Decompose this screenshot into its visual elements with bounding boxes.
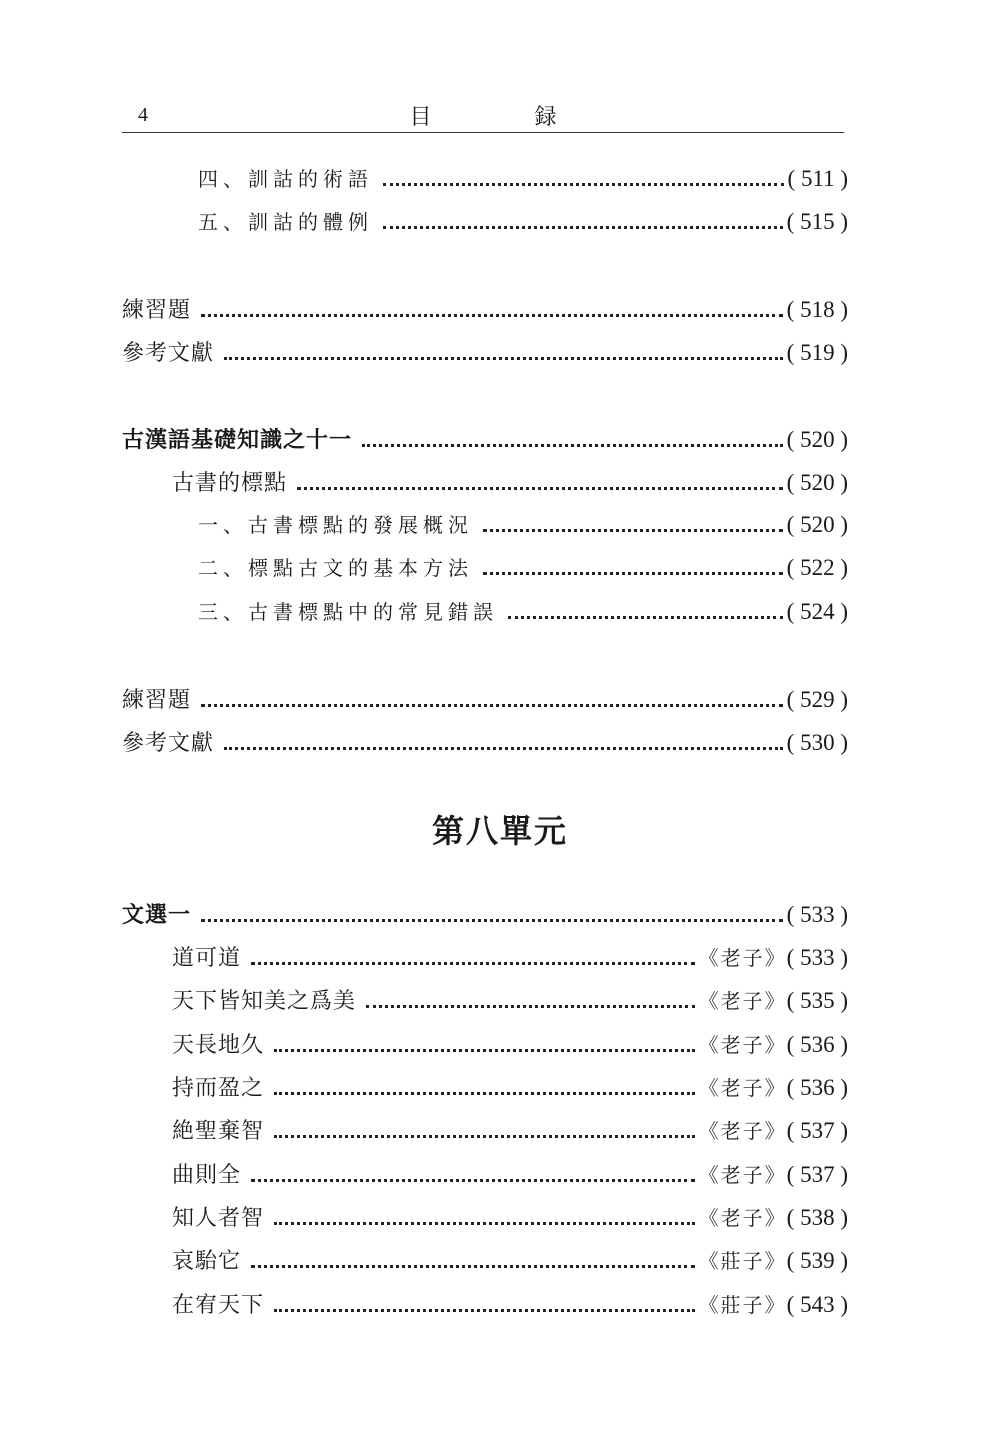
dot-leader [297,487,783,490]
toc-entry-source: 《老子》 [698,989,787,1013]
toc-entry-source: 《老子》 [698,946,787,970]
section-title: 第八單元 [431,812,568,850]
toc-entry[interactable] [172,466,848,496]
toc-entry-title: 知人者智 [172,1206,265,1231]
toc-entry-page: ( 520 ) [786,427,848,452]
dot-leader [224,357,783,360]
toc-entry-page: ( 535 ) [786,988,848,1013]
toc-entry[interactable] [122,683,848,713]
toc-entry-page: ( 536 ) [786,1032,848,1057]
toc-entry-title: 天下皆知美之爲美 [172,989,357,1014]
toc-entry[interactable] [122,336,848,366]
toc-entry-title: 五、訓詁的體例 [198,210,373,234]
toc-entry-title: 文選一 [122,902,192,928]
dot-leader [251,1265,695,1268]
toc-entry-title: 三、古書標點中的常見錯誤 [198,600,498,624]
dot-leader [251,962,695,965]
toc-entry-page: ( 537 ) [786,1118,848,1143]
toc-entry[interactable] [198,552,848,582]
toc-entry-page: ( 530 ) [786,730,848,755]
toc-entry-chapter[interactable] [122,423,848,453]
dot-leader [483,529,783,532]
toc-entry-title: 參考文獻 [122,731,215,756]
toc-entry-title: 古書的標點 [172,471,288,496]
toc-entry-title: 練習題 [122,688,192,713]
toc-entry-source: 《莊子》 [698,1249,787,1273]
toc-entry-page: ( 520 ) [786,470,848,495]
dot-leader [201,704,783,707]
toc-entry-title: 二、標點古文的基本方法 [198,556,473,580]
toc-entry-page: ( 522 ) [786,555,848,580]
toc-entry-page: ( 524 ) [786,599,848,624]
running-header [122,98,844,133]
dot-leader [483,572,783,575]
dot-leader [201,314,783,317]
dot-leader [201,919,783,922]
dot-leader [251,1179,695,1182]
toc-entry-page: ( 533 ) [786,902,848,927]
toc-entry-page: ( 537 ) [786,1162,848,1187]
toc-entry[interactable] [172,1288,848,1318]
toc-entry-title: 練習題 [122,298,192,323]
toc-entry[interactable] [172,1158,848,1188]
dot-leader [274,1222,695,1225]
toc-entry-page: ( 533 ) [786,945,848,970]
toc-entry[interactable] [172,1028,848,1058]
toc-entry-source: 《老子》 [698,1076,787,1100]
toc-entry[interactable] [198,163,848,193]
toc-entry-title: 曲則全 [172,1163,242,1188]
toc-entry-title: 古漢語基礎知識之十一 [122,427,353,453]
toc-entry-page: ( 515 ) [786,209,848,234]
toc-entry-title: 在宥天下 [172,1293,265,1318]
toc-entry-page: ( 536 ) [786,1075,848,1100]
toc-entry-title: 四、訓詁的術語 [198,167,373,191]
toc-entry-chapter[interactable] [122,898,848,928]
toc-entry-page: ( 519 ) [786,340,848,365]
toc-entry-title: 參考文獻 [122,341,215,366]
toc-entry-title: 天長地久 [172,1033,265,1058]
dot-leader [366,1005,695,1008]
toc-entry-page: ( 529 ) [786,687,848,712]
toc-entry-source: 《老子》 [698,1206,787,1230]
dot-leader [383,226,783,229]
toc-entry[interactable] [198,509,848,539]
dot-leader [274,1309,695,1312]
toc-entry-page: ( 511 ) [787,166,848,191]
toc-entry-page: ( 520 ) [786,512,848,537]
dot-leader [383,183,784,186]
dot-leader [362,444,783,447]
toc-entry-title: 絶聖棄智 [172,1119,265,1144]
toc-entry-source: 《莊子》 [698,1293,787,1317]
toc-entry[interactable] [172,1114,848,1144]
toc-entry-title: 哀駘它 [172,1249,242,1274]
dot-leader [274,1135,695,1138]
page-number: 4 [138,104,148,126]
dot-leader [274,1049,695,1052]
toc-entry-page: ( 539 ) [786,1248,848,1273]
toc-entry-source: 《老子》 [698,1163,787,1187]
toc-entry[interactable] [198,206,848,236]
toc-entry-page: ( 538 ) [786,1205,848,1230]
toc-entry[interactable] [122,726,848,756]
toc-entry[interactable] [172,1071,848,1101]
toc-entry[interactable] [172,941,848,971]
toc-entry-page: ( 543 ) [786,1292,848,1317]
dot-leader [224,747,783,750]
toc-entry-page: ( 518 ) [786,297,848,322]
toc-entry-title: 持而盈之 [172,1076,265,1101]
dot-leader [274,1092,695,1095]
toc-entry[interactable] [172,984,848,1014]
dot-leader [508,616,783,619]
toc-entry-title: 道可道 [172,946,242,971]
toc-entry[interactable] [172,1201,848,1231]
toc-entry-source: 《老子》 [698,1119,787,1143]
toc-entry-title: 一、古書標點的發展概況 [198,513,473,537]
toc-entry[interactable] [198,596,848,626]
toc-entry[interactable] [172,1244,848,1274]
running-title: 目 録 [409,105,605,130]
toc-entry[interactable] [122,293,848,323]
toc-entry-source: 《老子》 [698,1033,787,1057]
